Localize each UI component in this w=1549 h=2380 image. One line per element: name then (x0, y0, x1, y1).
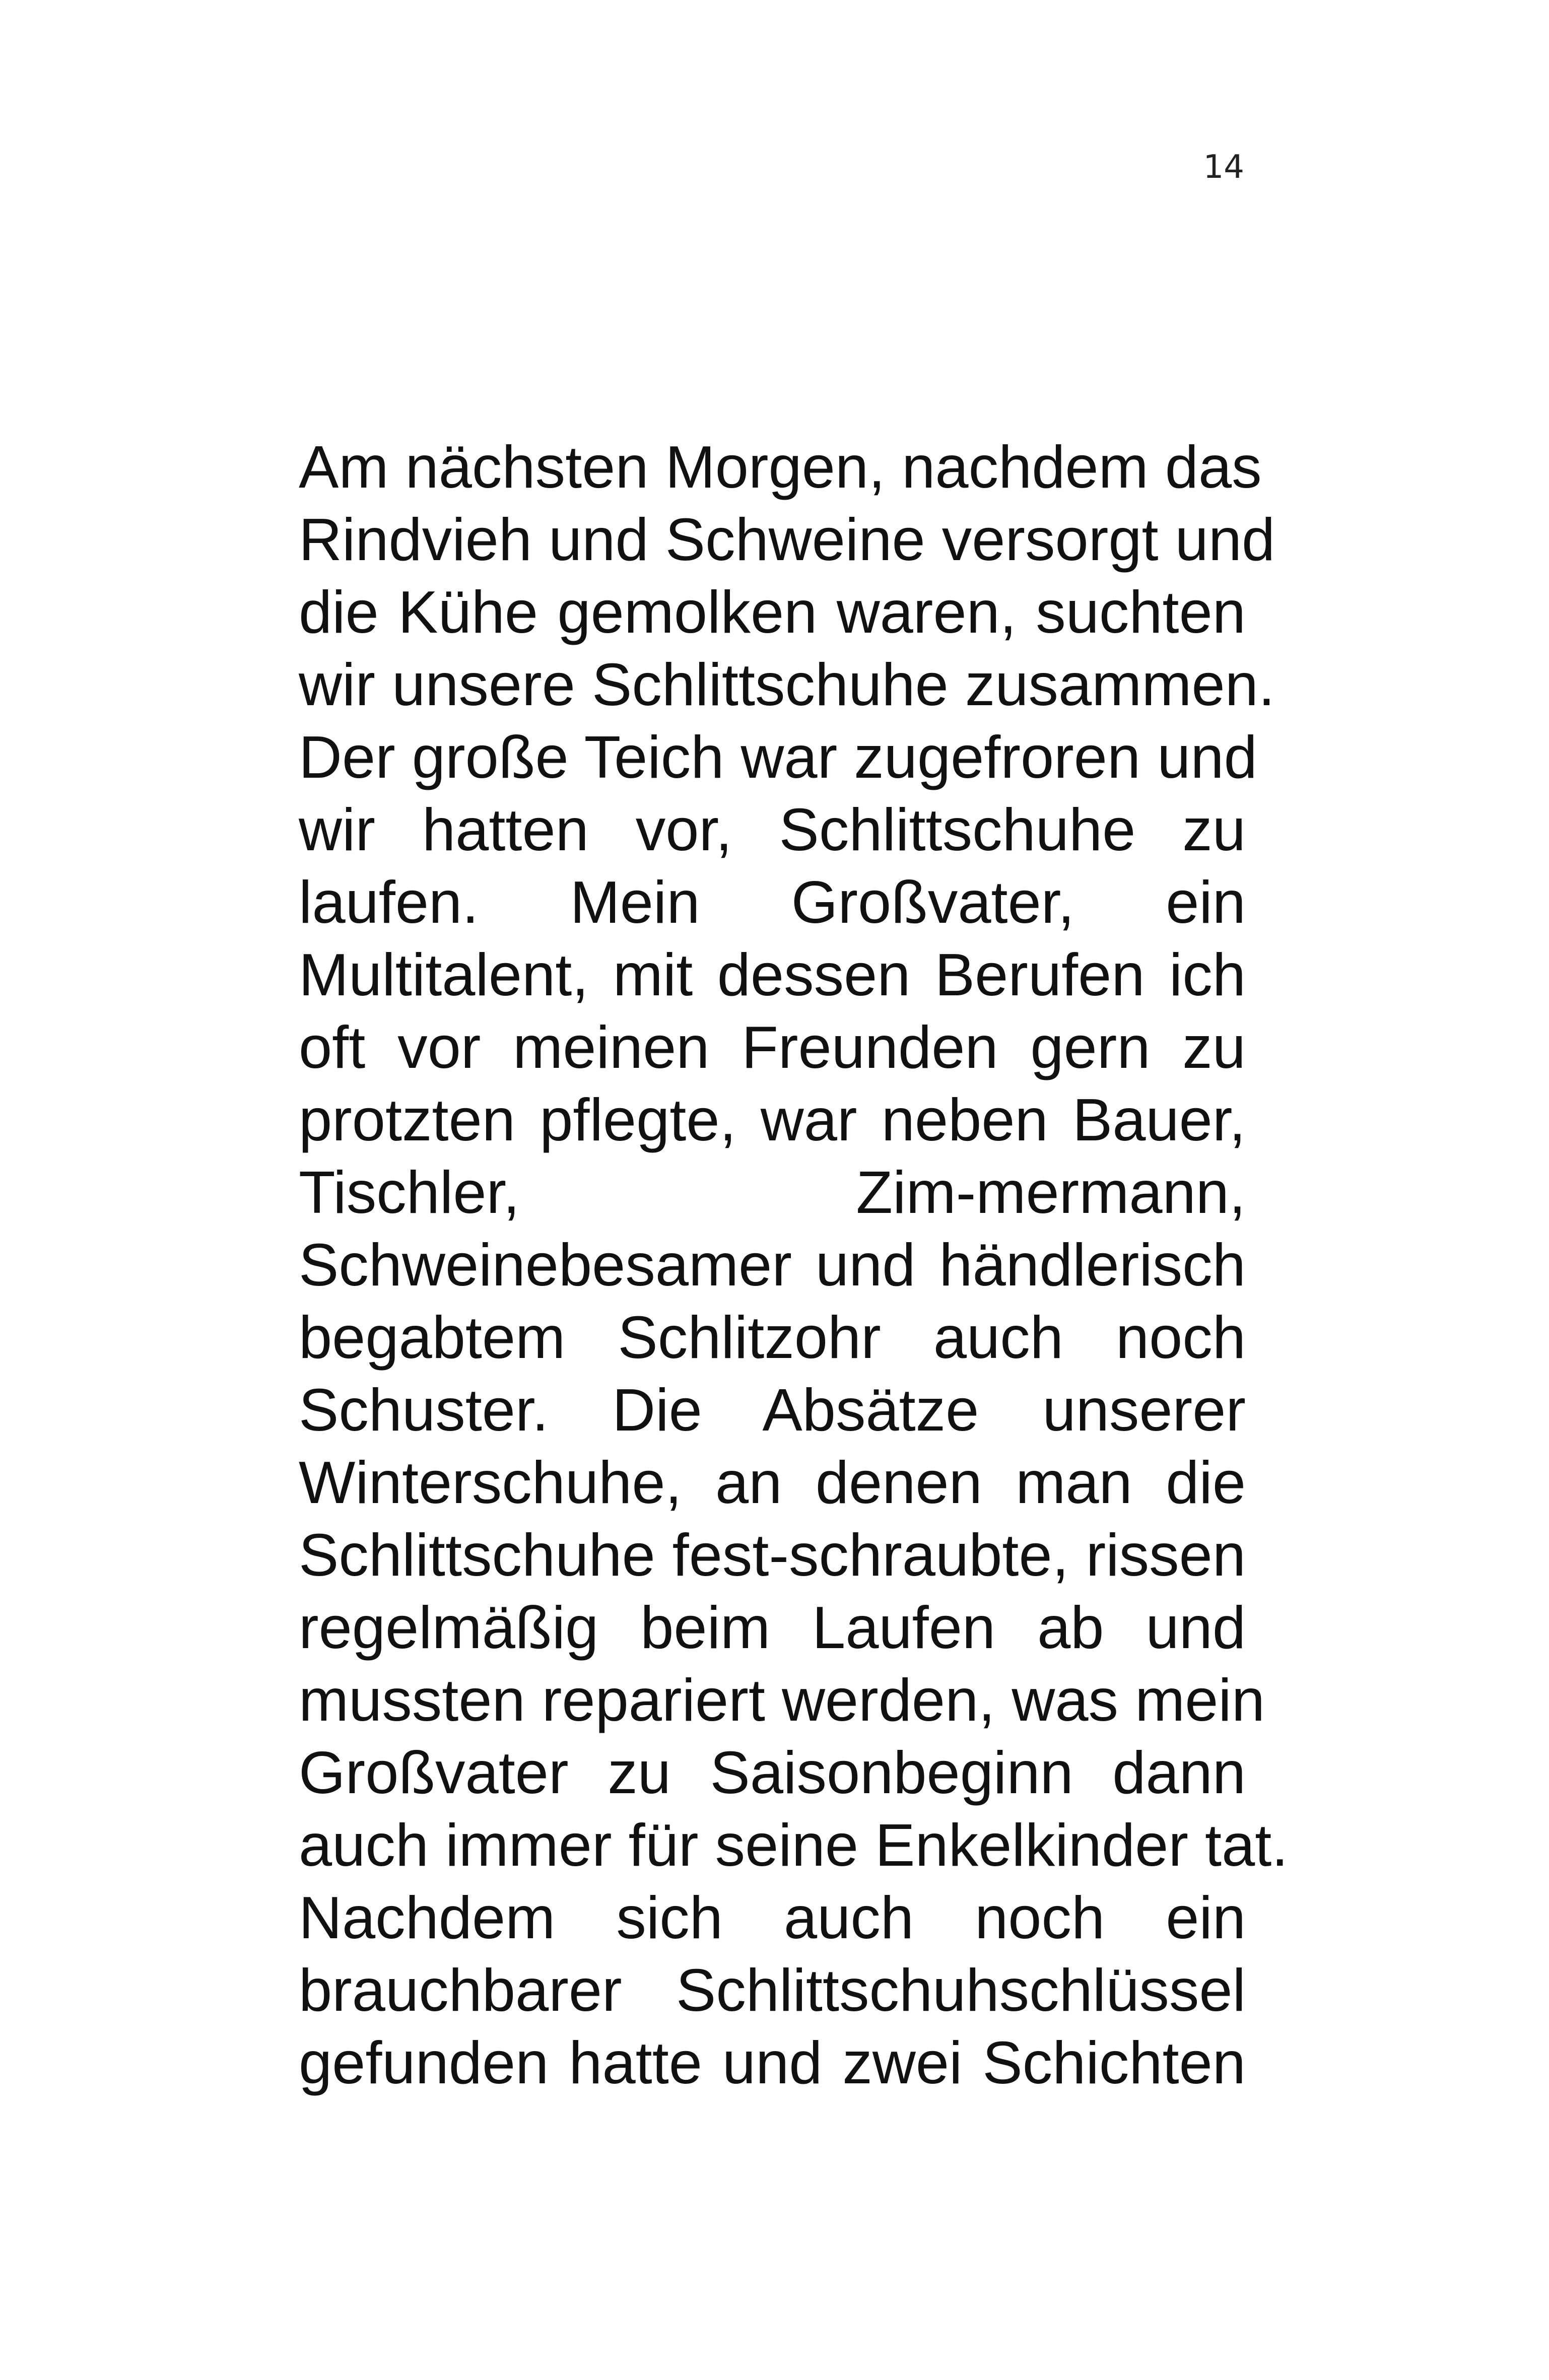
text-line: begabtem Schlitzohr auch noch (299, 1304, 1246, 1371)
text-line: Nachdem sich auch noch ein (299, 1884, 1246, 1951)
text-line: Der große Teich war zugefroren und (299, 724, 1257, 791)
text-line: Schlittschuhe fest-schraubte, rissen (299, 1522, 1246, 1589)
text-line: gefunden hatte und zwei Schichten (299, 2029, 1246, 2096)
text-line: auch immer für seine Enkelkinder tat. (299, 1812, 1289, 1879)
text-line: mussten repariert werden, was mein (299, 1667, 1265, 1734)
body-text (299, 431, 1289, 2099)
text-line: wir hatten vor, Schlittschuhe zu (299, 796, 1246, 863)
text-line: brauchbarer Schlittschuhschlüssel (299, 1957, 1246, 2024)
text-line: Schuster. Die Absätze unserer (299, 1377, 1246, 1444)
text-line: protzten pflegte, war neben Bauer, (299, 1086, 1246, 1153)
text-line: wir unsere Schlittschuhe zusammen. (299, 651, 1275, 718)
text-line: Großvater zu Saisonbeginn dann (299, 1739, 1246, 1806)
text-line: Winterschuhe, an denen man die (299, 1449, 1246, 1516)
text-line: laufen. Mein Großvater, ein (299, 869, 1246, 936)
text-line: die Kühe gemolken waren, suchten (299, 579, 1246, 646)
text-line: Schweinebesamer und händlerisch (299, 1232, 1246, 1299)
text-line: Rindvieh und Schweine versorgt und (299, 506, 1275, 573)
text-line: Multitalent, mit dessen Berufen ich (299, 941, 1246, 1008)
page-number: 14 (1203, 149, 1244, 186)
text-line: Tischler, Zim-mermann, (299, 1159, 1246, 1226)
text-line: Am nächsten Morgen, nachdem das (299, 434, 1262, 501)
text-line: oft vor meinen Freunden gern zu (299, 1014, 1246, 1081)
text-line: regelmäßig beim Laufen ab und (299, 1594, 1246, 1661)
